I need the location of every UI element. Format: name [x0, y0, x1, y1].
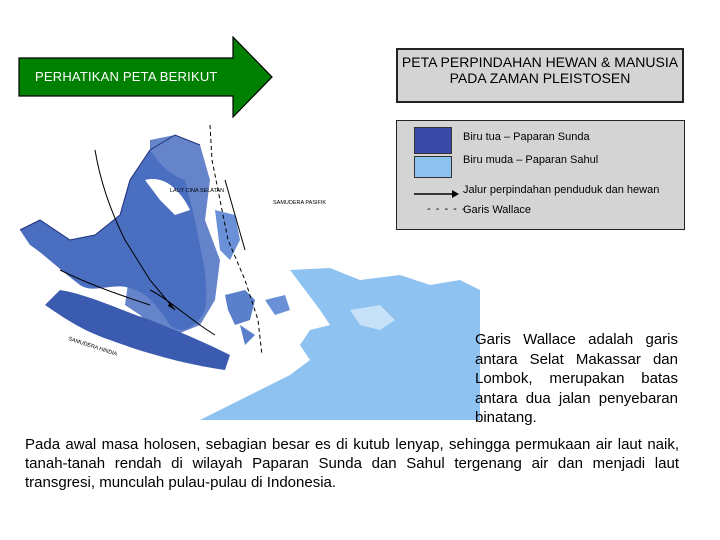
holocene-paragraph: Pada awal masa holosen, sebagian besar es di kutub lenyap, sehingga permukaan air laut naik, tanah-tanah rendah di wilayah Paparan Sunda dan Sahul tergenang air dan menjadi laut transgresi, munculah pulau-pulau di Indonesia. [25, 436, 679, 491]
legend-light-blue-label: Biru muda – Paparan Sahul [463, 154, 599, 166]
legend-wallace-label: Garis Wallace [463, 204, 532, 216]
pleistocene-map [0, 120, 480, 420]
label-samudera-pasifik: SAMUDERA PASIFIK [273, 200, 327, 206]
map-title-box: PETA PERPINDAHAN HEWAN & MANUSIA PADA ZAMAN PLEISTOSEN [396, 48, 684, 103]
wallace-dash-symbol: - - - - - [427, 203, 467, 215]
legend-dark-blue-label: Biru tua – Paparan Sunda [463, 131, 590, 143]
arrow-label: PERHATIKAN PETA BERIKUT [35, 69, 218, 84]
label-samudera-hindia: SAMUDERA HINDIA [67, 336, 118, 358]
label-laut-cina-selatan: LAUT CINA SELATAN [170, 188, 225, 194]
legend-route-label: Jalur perpindahan penduduk dan hewan [463, 184, 660, 196]
wallace-description: Garis Wallace adalah garis antara Selat Makassar dan Lombok, merupakan batas antara dua jalan penyebaran binatang. [475, 331, 678, 426]
